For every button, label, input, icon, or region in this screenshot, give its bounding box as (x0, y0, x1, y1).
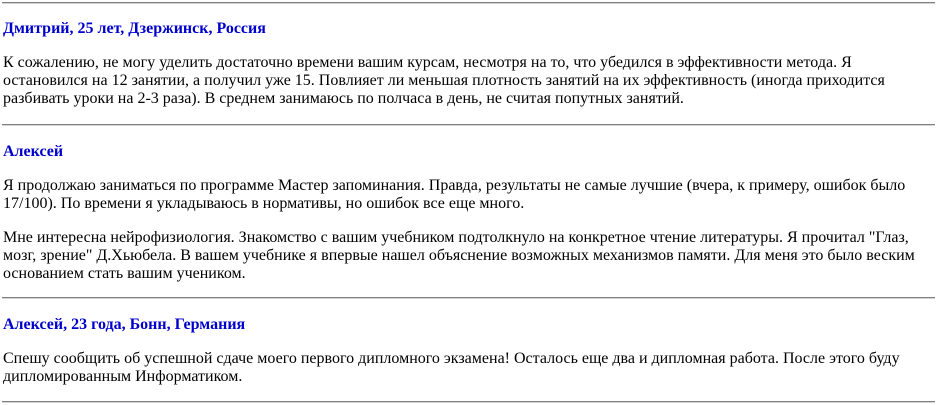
testimonial-author: Дмитрий, 25 лет, Дзержинск, Россия (3, 20, 266, 37)
testimonial-text: Мне интересна нейрофизиология. Знакомство с вашим учебником подтолкнуло на конкретное чтение литературы. Я прочитал "Глаз, мозг, зрение" Д.Хьюбела. В вашем учебнике я впервые нашел объяснение возможных механизмов памяти. Для меня это было веским основанием стать вашим учеником. (3, 229, 915, 282)
divider (2, 401, 935, 403)
divider (2, 124, 935, 126)
testimonial-text: Я продолжаю заниматься по программе Мастер запоминания. Правда, результаты не самые лучшие (вчера, к примеру, ошибок было 17/100). По времени я укладываюсь в нормативы, но ошибок все еще много. (3, 177, 906, 212)
divider (2, 2, 935, 4)
testimonial-author: Алексей (3, 143, 64, 160)
testimonial-author: Алексей, 23 года, Бонн, Германия (3, 316, 246, 333)
testimonial-text: К сожалению, не могу уделить достаточно времени вашим курсам, несмотря на то, что убедился в эффективности метода. Я остановился на 12 занятии, а получил уже 15. Повлияет ли меньшая плотность занятий на их эффективность (иногда приходится разбивать уроки на 2-3 раза). В среднем занимаюсь по полчаса в день, не считая попутных занятий. (3, 54, 885, 107)
divider (2, 297, 935, 299)
testimonial-text: Спешу сообщить об успешной сдаче моего первого дипломного экзамена! Осталось еще два и дипломная работа. После этого буду дипломированным Информатиком. (3, 350, 900, 385)
